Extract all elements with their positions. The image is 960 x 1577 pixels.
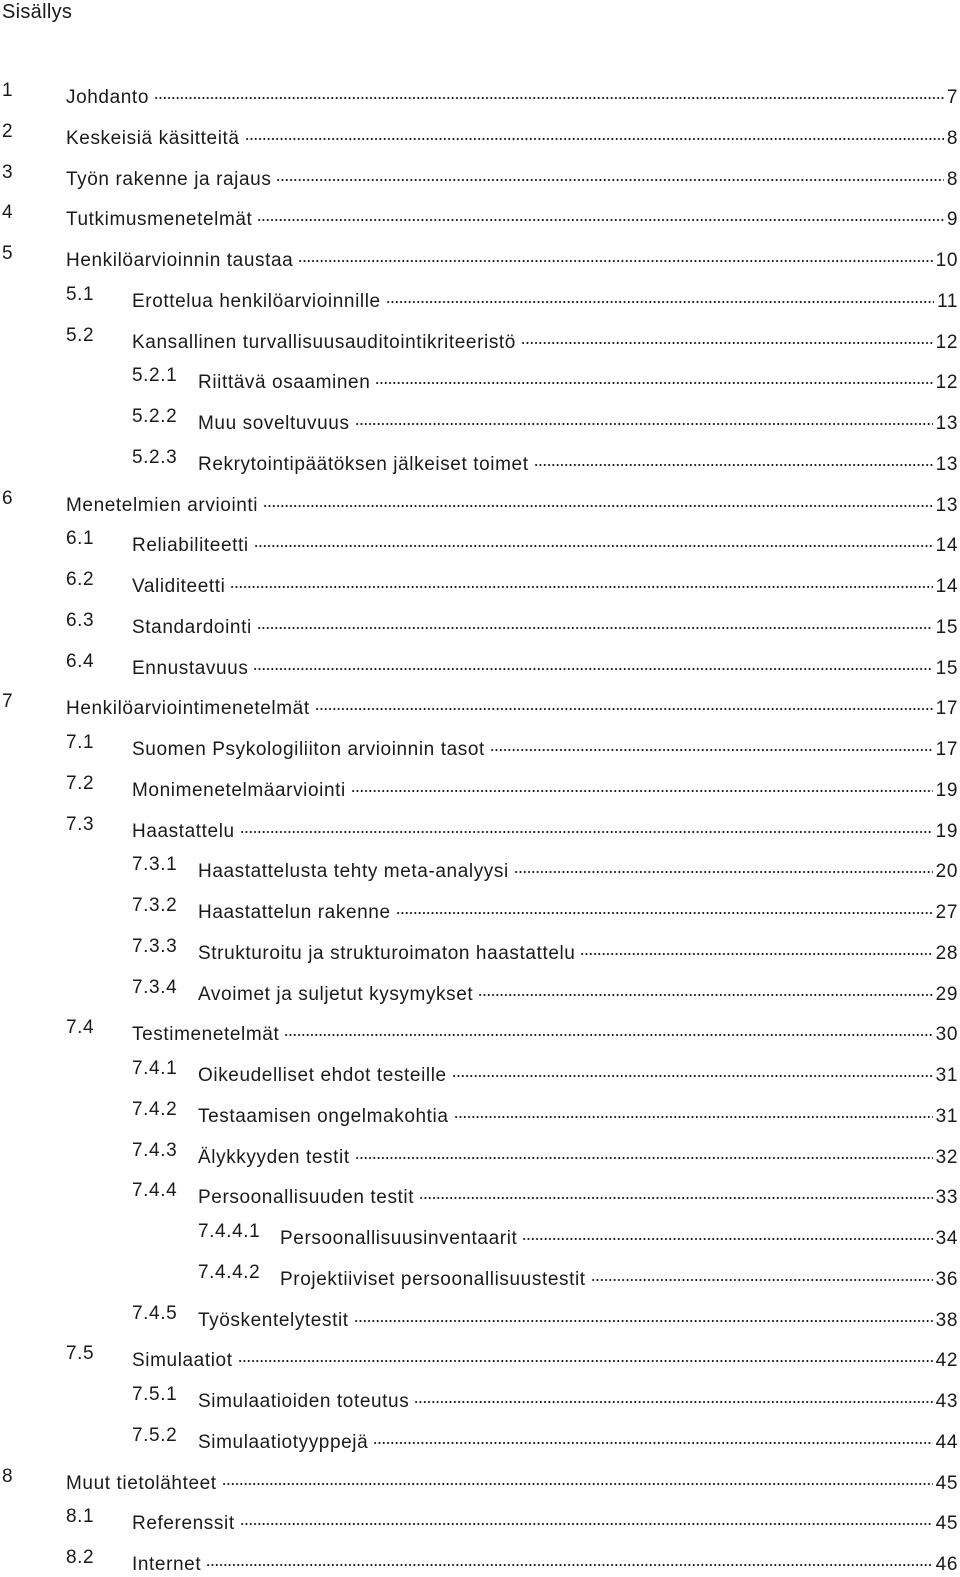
toc-entry-number: 7.3.3 bbox=[132, 935, 178, 957]
toc-dot-leader bbox=[240, 1505, 933, 1529]
toc-entry[interactable] bbox=[132, 1179, 958, 1209]
toc-entry-title: Muu soveltuvuus bbox=[198, 413, 350, 434]
toc-entry-page: 43 bbox=[935, 1391, 958, 1412]
toc-entry-number: 6.2 bbox=[66, 569, 95, 590]
toc-dot-leader bbox=[257, 201, 943, 225]
toc-entry[interactable] bbox=[198, 1261, 958, 1290]
toc-entry[interactable] bbox=[66, 324, 958, 353]
toc-entry[interactable] bbox=[2, 690, 958, 720]
toc-entry-page: 46 bbox=[935, 1554, 958, 1575]
toc-entry-title: Internet bbox=[132, 1554, 202, 1575]
toc-dot-leader bbox=[351, 772, 933, 796]
toc-entry-title: Työskentelytestit bbox=[198, 1309, 349, 1331]
toc-entry[interactable] bbox=[132, 976, 958, 1005]
toc-entry-page: 12 bbox=[935, 331, 958, 353]
toc-dot-leader bbox=[206, 1546, 932, 1570]
toc-entry-number: 7.4.2 bbox=[132, 1098, 178, 1120]
toc-entry[interactable] bbox=[2, 201, 958, 231]
toc-entry-page: 27 bbox=[935, 902, 958, 923]
toc-dot-leader bbox=[254, 527, 933, 551]
toc-entry[interactable] bbox=[2, 1465, 958, 1494]
toc-entry-number: 7.4.3 bbox=[132, 1139, 178, 1161]
toc-entry-number: 7.5 bbox=[66, 1343, 95, 1365]
toc-entry-page: 45 bbox=[935, 1513, 958, 1535]
toc-dot-leader bbox=[154, 79, 944, 103]
toc-entry-title: Tutkimusmenetelmät bbox=[66, 209, 253, 231]
toc-entry-number: 1 bbox=[2, 80, 14, 101]
toc-dot-leader bbox=[253, 650, 932, 674]
toc-entry[interactable] bbox=[66, 813, 958, 842]
toc-entry-title: Oikeudelliset ehdot testeille bbox=[198, 1065, 447, 1086]
toc-entry-page: 44 bbox=[935, 1431, 958, 1453]
toc-entry[interactable] bbox=[66, 527, 958, 557]
toc-entry-title: Riittävä osaaminen bbox=[198, 372, 371, 394]
toc-entry-page: 13 bbox=[935, 494, 958, 516]
toc-entry-title: Validiteetti bbox=[132, 576, 226, 597]
toc-entry-number: 7.4.4.1 bbox=[198, 1221, 261, 1242]
toc-dot-leader bbox=[514, 853, 933, 877]
toc-entry[interactable] bbox=[66, 772, 958, 801]
toc-entry-title: Johdanto bbox=[66, 87, 149, 108]
toc-entry-number: 6.3 bbox=[66, 609, 95, 631]
toc-entry[interactable] bbox=[132, 1383, 958, 1412]
toc-entry-page: 31 bbox=[935, 1065, 958, 1086]
toc-dot-leader bbox=[298, 242, 932, 266]
page-title: Sisällys bbox=[2, 1, 73, 23]
toc-dot-leader bbox=[222, 1465, 933, 1489]
toc-entry[interactable] bbox=[66, 1342, 958, 1372]
toc-entry-page: 20 bbox=[935, 861, 958, 883]
toc-entry-page: 13 bbox=[935, 413, 958, 434]
toc-entry-title: Muut tietolähteet bbox=[66, 1472, 217, 1494]
toc-entry[interactable] bbox=[132, 446, 958, 475]
toc-entry-page: 38 bbox=[935, 1309, 958, 1331]
toc-entry-number: 7.3.1 bbox=[132, 854, 178, 876]
toc-entry-title: Henkilöarvioinnin taustaa bbox=[66, 250, 294, 271]
toc-entry-title: Avoimet ja suljetut kysymykset bbox=[198, 983, 474, 1005]
toc-entry[interactable] bbox=[132, 405, 958, 434]
toc-entry-title: Projektiiviset persoonallisuustestit bbox=[280, 1268, 586, 1290]
toc-dot-leader bbox=[452, 1057, 933, 1081]
toc-entry-number: 2 bbox=[2, 120, 14, 142]
toc-entry-number: 7 bbox=[2, 691, 14, 713]
toc-entry-page: 8 bbox=[946, 168, 958, 190]
toc-entry[interactable] bbox=[198, 1220, 958, 1249]
toc-entry-title: Simulaatiotyyppejä bbox=[198, 1431, 369, 1453]
toc-entry-title: Henkilöarviointimenetelmät bbox=[66, 698, 310, 720]
toc-entry-title: Menetelmien arviointi bbox=[66, 494, 259, 516]
toc-entry-title: Työn rakenne ja rajaus bbox=[66, 168, 272, 190]
toc-entry-number: 7.1 bbox=[66, 732, 95, 753]
toc-entry[interactable] bbox=[66, 568, 958, 597]
toc-entry-page: 17 bbox=[935, 698, 958, 720]
toc-dot-leader bbox=[276, 161, 943, 185]
toc-dot-leader bbox=[454, 1098, 933, 1122]
toc-entry-page: 19 bbox=[935, 779, 958, 801]
toc-entry-number: 7.4.4.2 bbox=[198, 1261, 261, 1283]
toc-entry-page: 33 bbox=[935, 1187, 958, 1209]
toc-dot-leader bbox=[354, 1302, 933, 1326]
toc-entry-title: Testaamisen ongelmakohtia bbox=[198, 1105, 449, 1127]
toc-entry-page: 7 bbox=[946, 87, 958, 108]
toc-entry-page: 28 bbox=[935, 942, 958, 964]
toc-entry[interactable] bbox=[66, 609, 958, 638]
toc-entry[interactable] bbox=[132, 1424, 958, 1453]
toc-entry[interactable] bbox=[132, 364, 958, 394]
toc-entry-title: Strukturoitu ja strukturoimaton haastattelu bbox=[198, 942, 576, 964]
toc-entry-page: 45 bbox=[935, 1472, 958, 1494]
toc-entry-page: 30 bbox=[935, 1024, 958, 1046]
toc-dot-leader bbox=[373, 1424, 932, 1448]
toc-dot-leader bbox=[284, 1016, 932, 1040]
toc-entry-number: 5.2 bbox=[66, 324, 95, 346]
toc-entry-number: 5.2.3 bbox=[132, 446, 178, 468]
toc-dot-leader bbox=[230, 568, 932, 592]
toc-dot-leader bbox=[414, 1383, 932, 1407]
toc-dot-leader bbox=[396, 894, 933, 918]
toc-dot-leader bbox=[490, 731, 933, 755]
toc-entry-page: 15 bbox=[935, 657, 958, 679]
toc-entry-number: 4 bbox=[2, 202, 14, 224]
toc-entry-number: 8.2 bbox=[66, 1547, 95, 1568]
toc-entry[interactable] bbox=[132, 1098, 958, 1127]
toc-entry-title: Persoonallisuusinventaarit bbox=[280, 1228, 518, 1249]
toc-entry-page: 14 bbox=[935, 535, 958, 557]
toc-entry-number: 6.4 bbox=[66, 650, 95, 672]
toc-entry[interactable] bbox=[66, 731, 958, 760]
toc-entry-number: 7.3.2 bbox=[132, 895, 178, 916]
toc-entry-number: 8 bbox=[2, 1465, 14, 1487]
toc-entry[interactable] bbox=[2, 242, 958, 271]
toc-dot-leader bbox=[591, 1261, 933, 1285]
toc-entry[interactable] bbox=[2, 161, 958, 190]
toc-entry[interactable] bbox=[132, 853, 958, 883]
toc-entry-title: Haastattelun rakenne bbox=[198, 902, 391, 923]
toc-entry[interactable] bbox=[132, 1139, 958, 1168]
toc-entry-title: Erottelua henkilöarvioinnille bbox=[132, 290, 381, 312]
toc-entry-title: Keskeisiä käsitteitä bbox=[66, 127, 240, 149]
toc-entry-title: Haastattelusta tehty meta-analyysi bbox=[198, 861, 509, 883]
toc-dot-leader bbox=[240, 813, 933, 837]
toc-dot-leader bbox=[386, 283, 934, 307]
toc-dot-leader bbox=[355, 1139, 933, 1163]
toc-entry[interactable] bbox=[2, 487, 958, 516]
toc-dot-leader bbox=[257, 609, 933, 633]
toc-entry-title: Älykkyyden testit bbox=[198, 1146, 350, 1168]
toc-entry-title: Referenssit bbox=[132, 1513, 235, 1535]
toc-entry-page: 29 bbox=[935, 983, 958, 1005]
toc-entry-page: 42 bbox=[935, 1350, 958, 1372]
toc-entry-title: Haastattelu bbox=[132, 820, 235, 842]
toc-entry-number: 7.4 bbox=[66, 1017, 95, 1039]
toc-entry[interactable] bbox=[2, 79, 958, 108]
toc-entry-number: 7.4.4 bbox=[132, 1180, 178, 1202]
toc-entry-page: 36 bbox=[935, 1268, 958, 1290]
toc-entry-page: 13 bbox=[935, 453, 958, 475]
toc-entry-number: 7.3.4 bbox=[132, 976, 178, 998]
toc-dot-leader bbox=[375, 364, 932, 388]
toc-dot-leader bbox=[263, 487, 933, 511]
toc-entry-number: 6.1 bbox=[66, 528, 95, 550]
toc-entry-page: 19 bbox=[935, 820, 958, 842]
toc-entry-number: 8.1 bbox=[66, 1506, 95, 1528]
toc-entry-page: 31 bbox=[935, 1105, 958, 1127]
toc-entry-number: 7.4.1 bbox=[132, 1058, 178, 1079]
toc-entry[interactable] bbox=[132, 894, 958, 923]
toc-entry-page: 9 bbox=[946, 209, 958, 231]
toc-entry[interactable] bbox=[66, 283, 958, 312]
toc-dot-leader bbox=[245, 120, 944, 144]
toc-entry-title: Ennustavuus bbox=[132, 657, 249, 679]
toc-entry-number: 7.2 bbox=[66, 772, 95, 794]
toc-entry-title: Monimenetelmäarviointi bbox=[132, 779, 346, 801]
toc-entry-number: 6 bbox=[2, 487, 14, 509]
toc-entry-page: 15 bbox=[935, 616, 958, 638]
toc-entry[interactable] bbox=[2, 120, 958, 149]
toc-entry-page: 32 bbox=[935, 1146, 958, 1168]
toc-dot-leader bbox=[315, 690, 933, 714]
toc-dot-leader bbox=[522, 1220, 932, 1244]
toc-dot-leader bbox=[238, 1342, 933, 1366]
toc-entry[interactable] bbox=[66, 1016, 958, 1046]
toc-entry-number: 5.2.1 bbox=[132, 365, 178, 387]
toc-dot-leader bbox=[355, 405, 933, 429]
toc-entry-number: 5 bbox=[2, 243, 14, 264]
toc-entry[interactable] bbox=[132, 935, 958, 964]
toc-entry-title: Simulaatioiden toteutus bbox=[198, 1391, 410, 1412]
toc-entry-page: 14 bbox=[935, 576, 958, 597]
toc-entry-page: 12 bbox=[935, 372, 958, 394]
toc-dot-leader bbox=[580, 935, 932, 959]
toc-entry[interactable] bbox=[132, 1302, 958, 1331]
toc-entry-number: 5.1 bbox=[66, 283, 95, 305]
toc-entry-title: Reliabiliteetti bbox=[132, 535, 249, 557]
toc-entry-title: Simulaatiot bbox=[132, 1350, 233, 1372]
toc-entry-title: Kansallinen turvallisuusauditointikriteeristö bbox=[132, 331, 516, 353]
toc-entry-page: 17 bbox=[935, 739, 958, 760]
toc-entry-page: 8 bbox=[946, 127, 958, 149]
toc-entry-title: Testimenetelmät bbox=[132, 1024, 280, 1046]
toc-entry[interactable] bbox=[66, 650, 958, 679]
toc-entry-page: 10 bbox=[935, 250, 958, 271]
toc-entry-number: 5.2.2 bbox=[132, 406, 178, 427]
toc-entry-title: Suomen Psykologiliiton arvioinnin tasot bbox=[132, 739, 485, 760]
toc-entry[interactable] bbox=[66, 1505, 958, 1535]
toc-dot-leader bbox=[419, 1179, 933, 1203]
toc-entry-title: Standardointi bbox=[132, 616, 252, 638]
toc-entry-title: Rekrytointipäätöksen jälkeiset toimet bbox=[198, 453, 529, 475]
toc-entry[interactable] bbox=[132, 1057, 958, 1086]
toc-entry-number: 7.5.1 bbox=[132, 1384, 178, 1405]
toc-entry-page: 34 bbox=[935, 1228, 958, 1249]
toc-entry[interactable] bbox=[66, 1546, 958, 1575]
toc-entry-title: Persoonallisuuden testit bbox=[198, 1187, 415, 1209]
toc-entry-number: 7.5.2 bbox=[132, 1424, 178, 1446]
toc-dot-leader bbox=[521, 324, 933, 348]
toc-entry-number: 7.4.5 bbox=[132, 1302, 178, 1324]
toc-dot-leader bbox=[534, 446, 933, 470]
toc-entry-number: 7.3 bbox=[66, 813, 95, 835]
toc-entry-number: 3 bbox=[2, 161, 14, 183]
toc-dot-leader bbox=[478, 976, 932, 1000]
toc-entry-page: 11 bbox=[937, 290, 958, 312]
